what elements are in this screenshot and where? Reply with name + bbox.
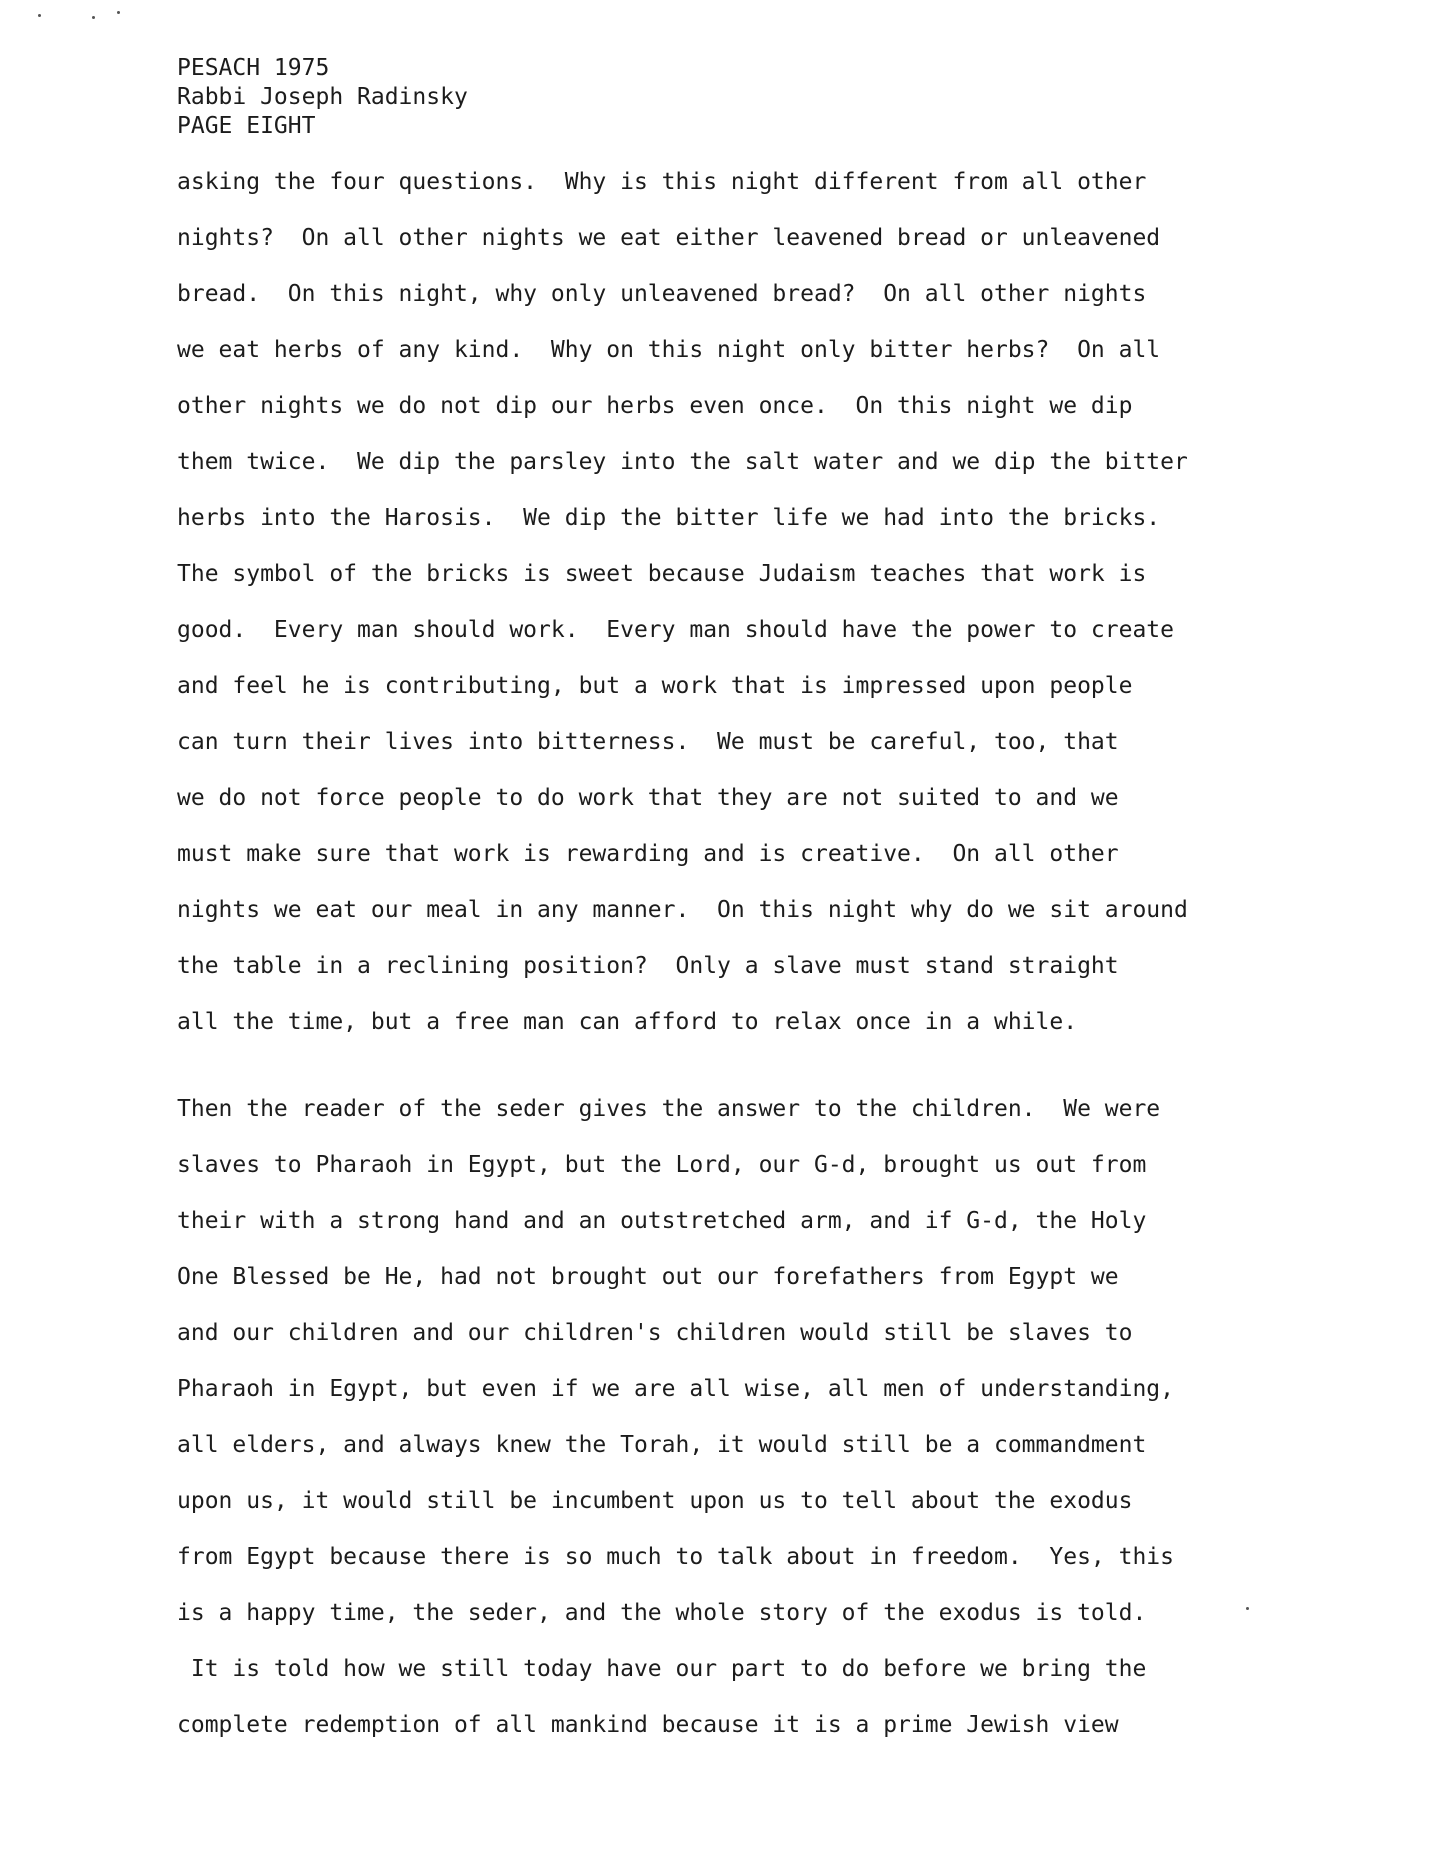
document-header <box>177 54 468 141</box>
text-line: complete redemption of all mankind because it is a prime Jewish view <box>177 1712 1119 1738</box>
text-line: them twice. We dip the parsley into the salt water and we dip the bitter <box>177 449 1188 475</box>
header-title: PESACH 1975 <box>177 55 330 81</box>
text-line: all elders, and always knew the Torah, it would still be a commandment <box>177 1432 1147 1458</box>
header-page-number: PAGE EIGHT <box>177 113 316 139</box>
text-line: other nights we do not dip our herbs even once. On this night we dip <box>177 393 1133 419</box>
text-line: we eat herbs of any kind. Why on this night only bitter herbs? On all <box>177 337 1161 363</box>
text-line: upon us, it would still be incumbent upon us to tell about the exodus <box>177 1488 1133 1514</box>
text-line: and our children and our children's children would still be slaves to <box>177 1320 1133 1346</box>
text-line: nights? On all other nights we eat either leavened bread or unleavened <box>177 225 1161 251</box>
body-paragraph-1 <box>177 154 1237 1050</box>
scan-speck <box>38 14 41 17</box>
text-line: One Blessed be He, had not brought out our forefathers from Egypt we <box>177 1264 1119 1290</box>
text-line: The symbol of the bricks is sweet because Judaism teaches that work is <box>177 561 1147 587</box>
text-line: the table in a reclining position? Only a slave must stand straight <box>177 953 1119 979</box>
text-line: their with a strong hand and an outstretched arm, and if G-d, the Holy <box>177 1208 1147 1234</box>
text-line: slaves to Pharaoh in Egypt, but the Lord, our G-d, brought us out from <box>177 1152 1147 1178</box>
scan-speck <box>92 16 95 19</box>
text-line: Pharaoh in Egypt, but even if we are all wise, all men of understanding, <box>177 1376 1174 1402</box>
text-line: and feel he is contributing, but a work that is impressed upon people <box>177 673 1133 699</box>
body-paragraph-2 <box>177 1081 1237 1753</box>
text-line: is a happy time, the seder, and the whole story of the exodus is told. <box>177 1600 1147 1626</box>
text-line: herbs into the Harosis. We dip the bitter life we had into the bricks. <box>177 505 1161 531</box>
scan-speck <box>1246 1607 1249 1610</box>
header-author: Rabbi Joseph Radinsky <box>177 84 468 110</box>
text-line: nights we eat our meal in any manner. On this night why do we sit around <box>177 897 1188 923</box>
text-line: all the time, but a free man can afford to relax once in a while. <box>177 1009 1078 1035</box>
text-line: bread. On this night, why only unleavened bread? On all other nights <box>177 281 1147 307</box>
text-line: It is told how we still today have our part to do before we bring the <box>177 1656 1147 1682</box>
text-line: asking the four questions. Why is this night different from all other <box>177 169 1147 195</box>
text-line: Then the reader of the seder gives the answer to the children. We were <box>177 1096 1161 1122</box>
text-line: must make sure that work is rewarding and is creative. On all other <box>177 841 1119 867</box>
text-line: from Egypt because there is so much to talk about in freedom. Yes, this <box>177 1544 1174 1570</box>
scan-speck <box>117 11 120 14</box>
text-line: good. Every man should work. Every man should have the power to create <box>177 617 1174 643</box>
text-line: we do not force people to do work that they are not suited to and we <box>177 785 1119 811</box>
text-line: can turn their lives into bitterness. We must be careful, too, that <box>177 729 1119 755</box>
